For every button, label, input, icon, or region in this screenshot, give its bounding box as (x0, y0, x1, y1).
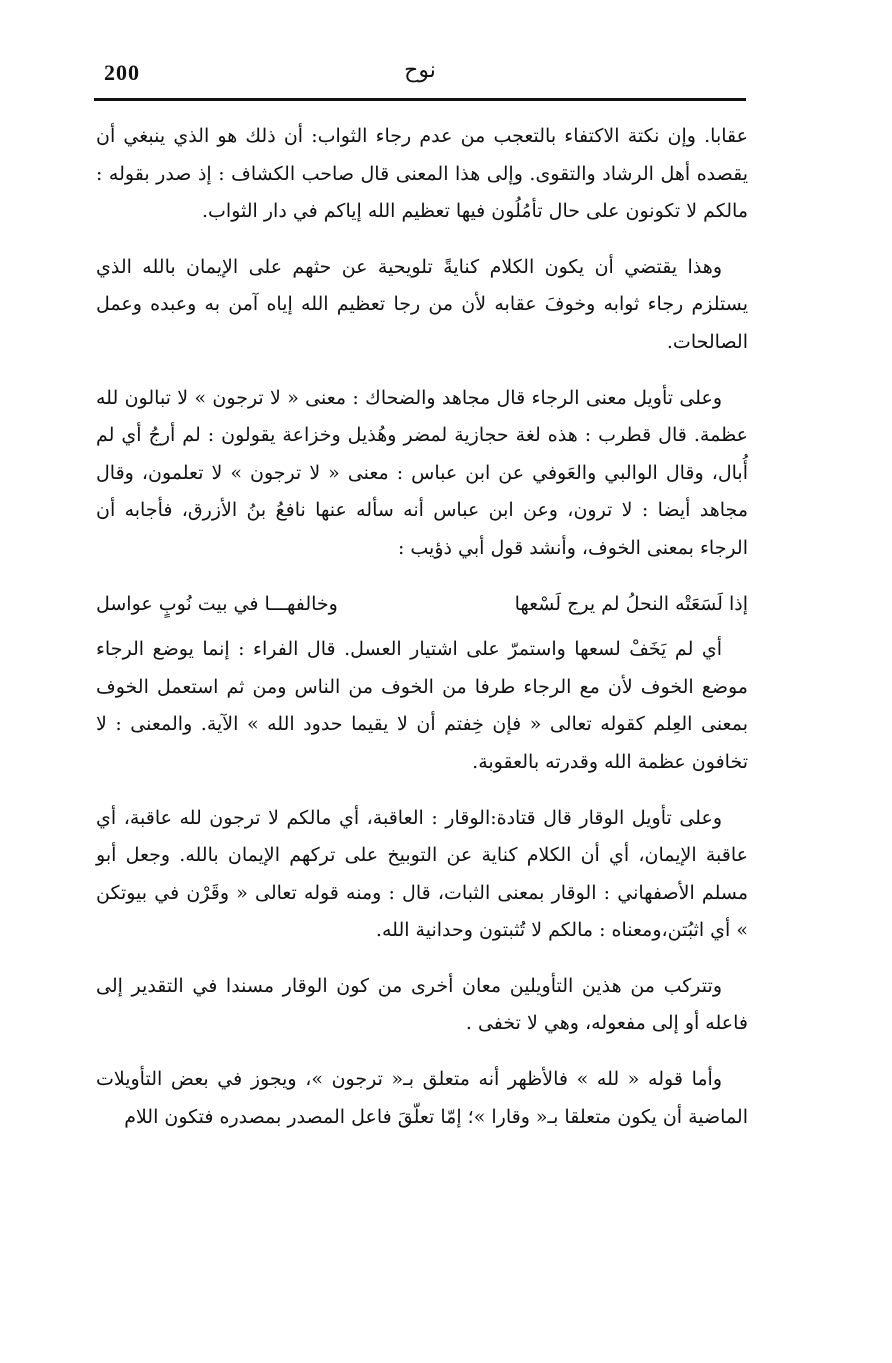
paragraph: عقابا. وإن نكتة الاكتفاء بالتعجب من عدم رجاء الثواب: أن ذلك هو الذي ينبغي أن يقصده أهل الرشاد والتقوى. وإلى هذا المعنى قال صاحب الكشاف : إذ صدر بقوله : مالكم لا تكونون على حال تأمُلُون فيها تعظيم الله إياكم في دار الثواب. (96, 125, 748, 223)
paragraph: وأما قوله « لله » فالأظهر أنه متعلق بـ« ترجون »، ويجوز في بعض التأويلات الماضية أن يكون متعلقا بـ« وقارا »؛ إمّا تعلّقَ فاعل المصدر بمصدره فتكون اللام (96, 1068, 748, 1128)
verse-second-hemistich: وخالفهـــا في بيت نُوبٍ عواسل (96, 592, 338, 615)
paragraph: وهذا يقتضي أن يكون الكلام كنايةً تلويحية عن حثهم على الإيمان بالله الذي يستلزم رجاء ثوابه وخوفَ عقابه لأن من رجا تعظيم الله إياه آمن به وعبده وعمل الصالحات. (96, 255, 748, 353)
page-body (96, 118, 748, 1154)
paragraph: أي لم يَخَفْ لسعها واستمرّ على اشتيار العسل. قال الفراء : إنما يوضع الرجاء موضع الخوف لأن مع الرجاء طرفا من الخوف من الناس ومن ثم استعمل الخوف بمعنى العِلم كقوله تعالى « فإن خِفتم أن لا يقيما حدود الله » الآية. والمعنى : لا تخافون عظمة الله وقدرته بالعقوبة. (96, 638, 748, 773)
page-number: 200 (104, 60, 140, 85)
header-rule (94, 98, 746, 101)
paragraph: وعلى تأويل معنى الرجاء قال مجاهد والضحاك : معنى « لا ترجون » لا تبالون لله عظمة. قال قطرب : هذه لغة حجازية لمضر وهُذيل وخزاعة يقولون : لم أرجُ أي لم أُبال، وقال الوالبي والعَوفي عن ابن عباس : معنى « لا ترجون » لا تعلمون، وقال مجاهد أيضا : لا ترون، وعن ابن عباس أنه سأله عنها نافعُ بنُ الأزرق، فأجابه أن الرجاء بمعنى الخوف، وأنشد قول أبي ذؤيب : (96, 386, 748, 559)
poetry-verse (96, 586, 748, 624)
paragraph: وتتركب من هذين التأويلين معان أخرى من كون الوقار مسندا في التقدير إلى فاعله أو إلى مفعوله، وهي لا تخفى . (96, 974, 748, 1035)
paragraph: وعلى تأويل الوقار قال قتادة:الوقار : العاقبة، أي مالكم لا ترجون لله عاقبة، أي عاقبة الإيمان، أي أن الكلام كناية عن التوبيخ على تركهم الإيمان بالله. وجعل أبو مسلم الأصفهاني : الوقار بمعنى الثبات، قال : ومنه قوله تعالى « وقَرْن في بيوتكن » أي اثبُتن،ومعناه : مالكم لا تُثبتون وحدانية الله. (96, 806, 748, 942)
verse-first-hemistich: إذا لَسَعَتْه النحلُ لم يرج لَسْعها (514, 592, 748, 615)
page-header (94, 52, 746, 102)
running-title: نوح (404, 58, 436, 83)
